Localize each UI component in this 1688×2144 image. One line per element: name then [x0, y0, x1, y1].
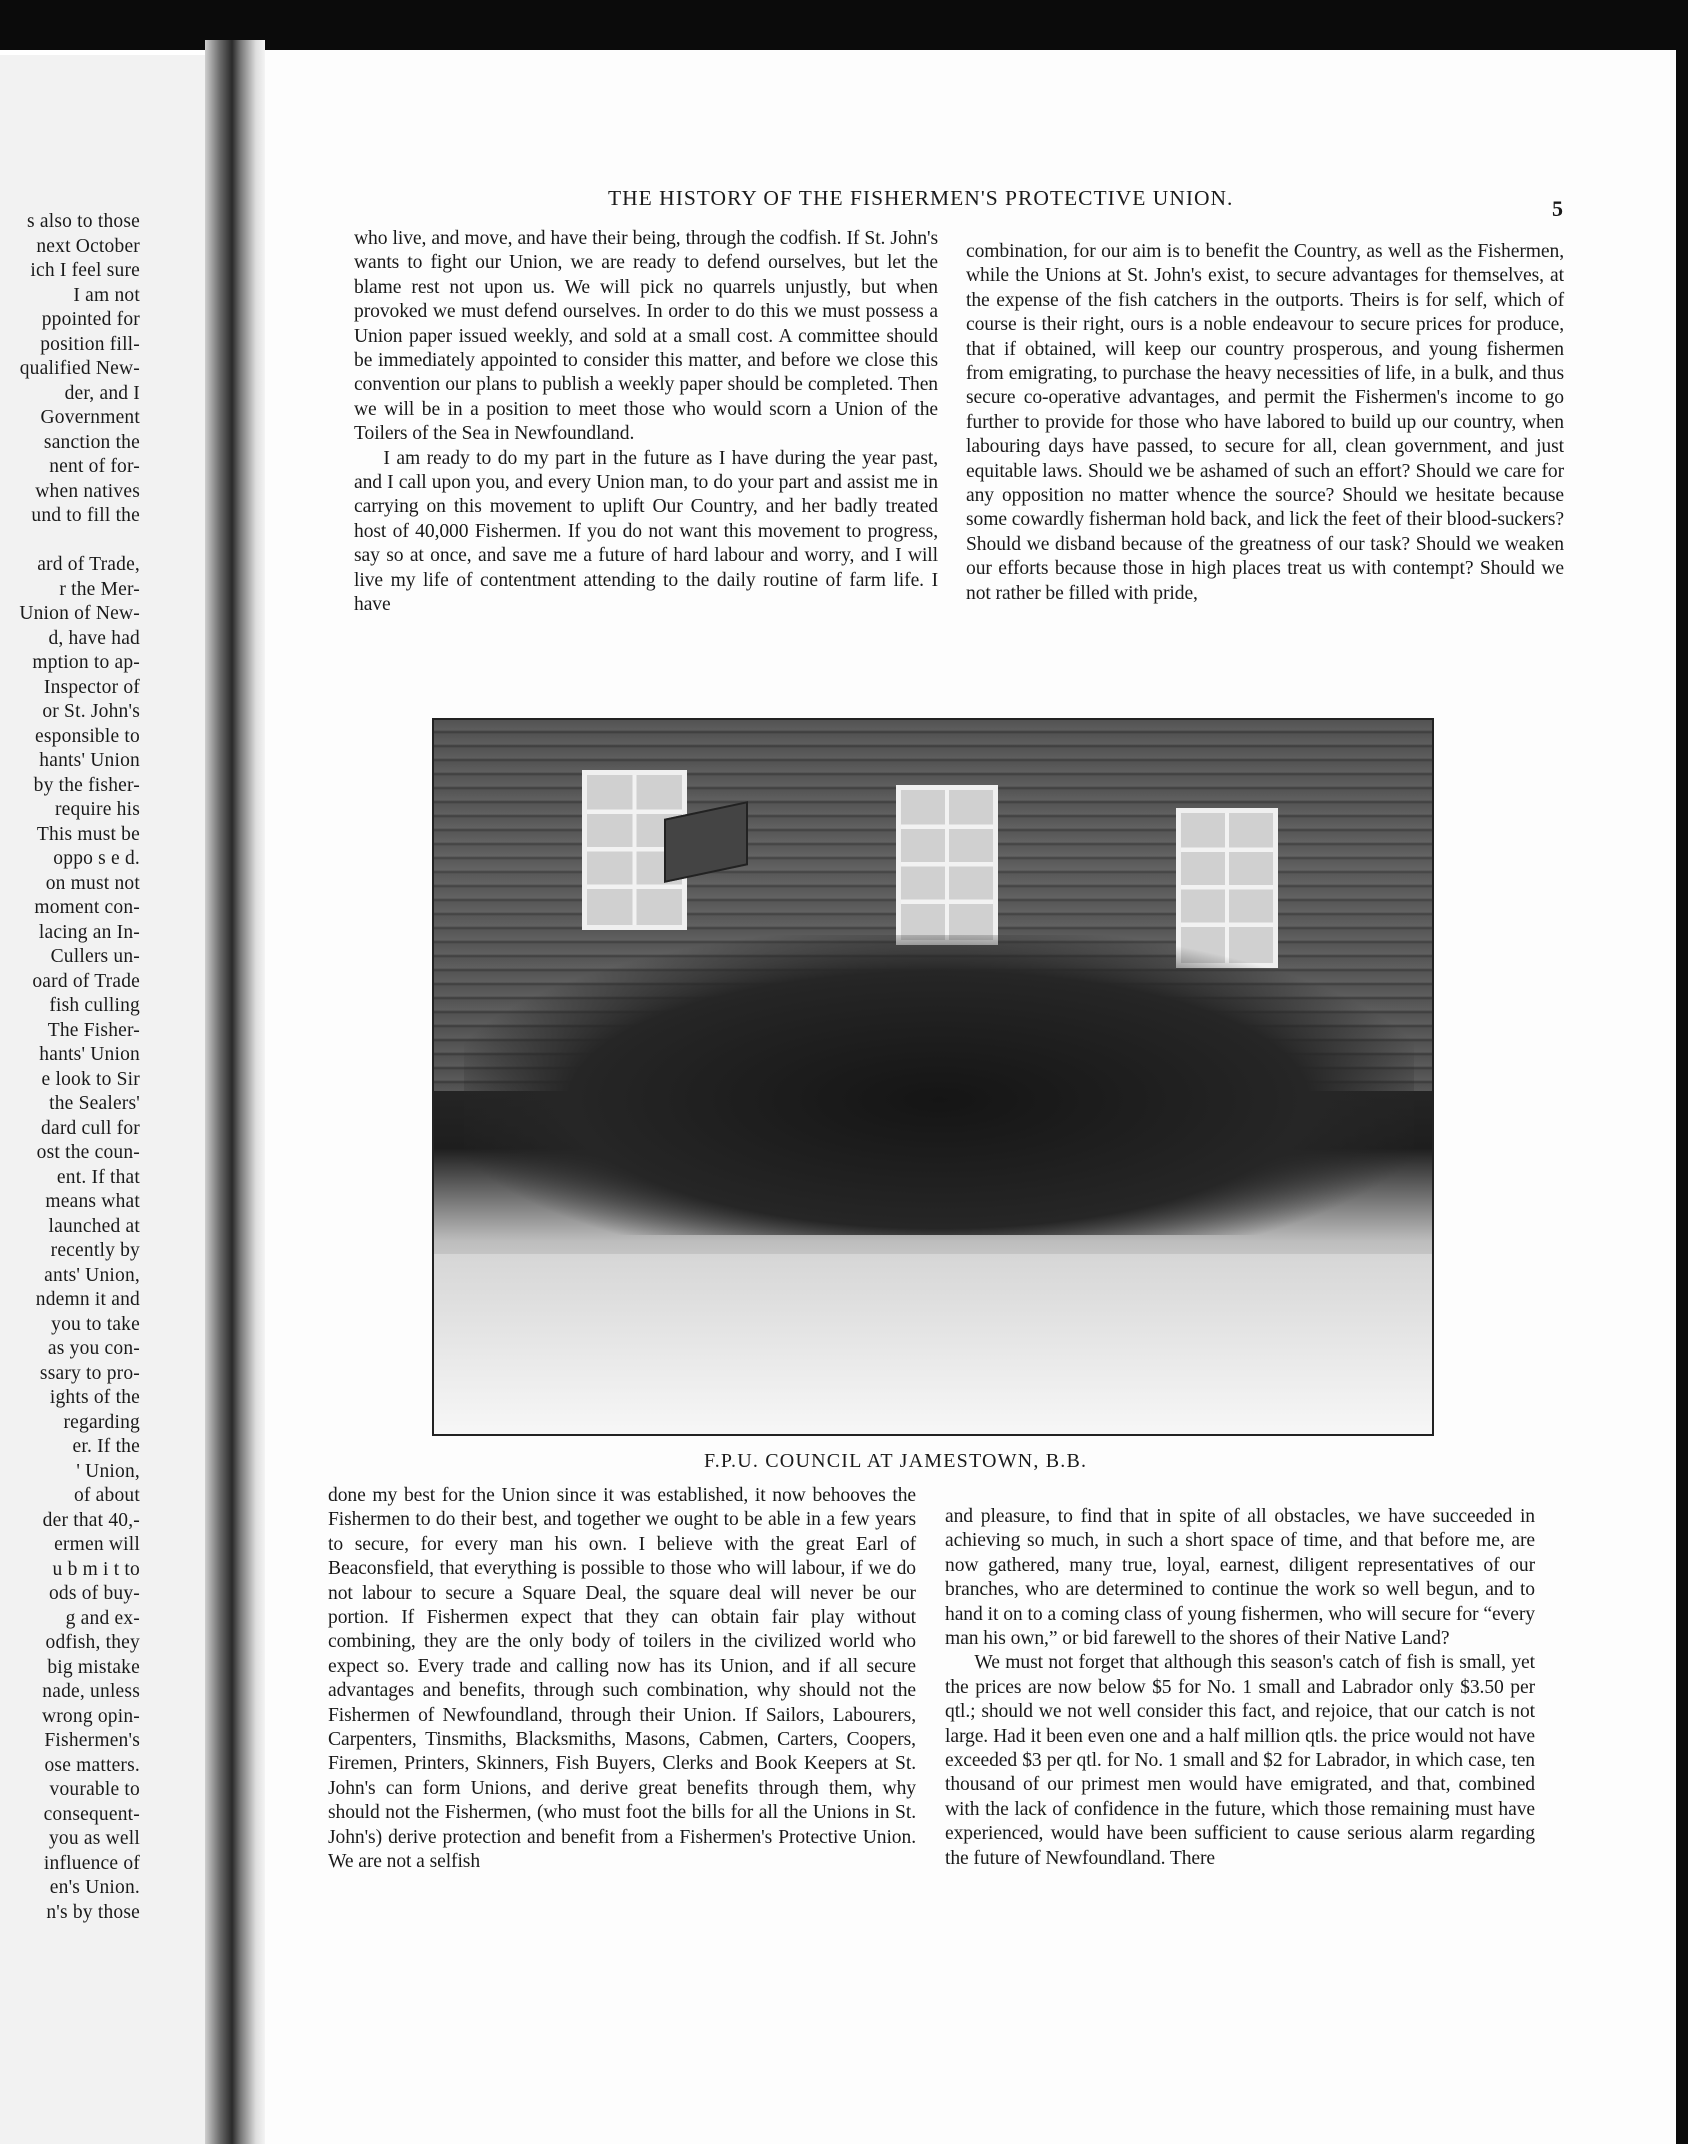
- facing-page-line: influence of: [43, 1852, 140, 1874]
- facing-page-line: ssary to pro-: [39, 1362, 140, 1384]
- facing-page-line: The Fisher-: [47, 1019, 140, 1041]
- facing-page-line: u b m i t to: [52, 1558, 140, 1580]
- facing-page-line: ent. If that: [56, 1166, 140, 1188]
- facing-page-line: launched at: [48, 1215, 140, 1237]
- column-bottom-left: [328, 1484, 916, 1875]
- facing-page-line: of about: [73, 1485, 140, 1506]
- facing-page-line: er. If the: [72, 1436, 140, 1457]
- crowd-of-people: [464, 935, 1414, 1235]
- facing-page-text-column: [0, 210, 140, 1925]
- page-number: 5: [1552, 196, 1563, 221]
- facing-page-line: Government: [40, 407, 140, 428]
- facing-page-line: ppointed for: [41, 309, 140, 330]
- paragraph: We must not forget that although this season's catch of fish is small, yet the prices are now below $5 for No. 1 small and Labrador only $3.50 per qtl.; should we not well consider this fact, and rejoice, that our catch is not large. Had it been even one and a half million qtls. the price would not have exceeded $3 per qtl. for No. 1 small and $2 for Labrador, in which case, ten thousand of our primest men would have emigrated, and that, combined with the lack of confidence in the future, which those remaining must have experienced, would have been sufficient to cause serious alarm regarding the future of Newfoundland. There: [945, 1652, 1535, 1869]
- facing-page-line: ermen will: [54, 1534, 140, 1555]
- facing-page-fragment: [0, 55, 205, 2144]
- facing-page-line: e look to Sir: [41, 1068, 140, 1090]
- facing-page-line: odfish, they: [45, 1632, 140, 1653]
- paragraph: I am ready to do my part in the future as I have during the year past, and I call upon you, and every Union man, to do your part and assist me in carrying on this movement to uplift Our Country, and her badly treated host of 40,000 Fishermen. If you do not want this movement to progress, say so at once, and save me a future of hard labour and worry, and I will live my life of contentment attending to the daily routine of farm life. I have: [354, 447, 938, 616]
- facing-page-line: ard of Trade,: [37, 554, 140, 575]
- facing-page-line: next October: [36, 235, 140, 257]
- facing-page-line: fish culling: [49, 995, 140, 1016]
- facing-page-line: moment con-: [34, 897, 140, 918]
- facing-page-line: when natives: [35, 480, 140, 502]
- facing-page-line: This must be: [36, 823, 140, 845]
- facing-page-line: ndemn it and: [35, 1289, 140, 1310]
- snow-ground: [434, 1254, 1432, 1434]
- facing-page-line: by the fisher-: [33, 774, 140, 796]
- facing-page-line: g and ex-: [65, 1607, 140, 1629]
- facing-page-line: as you con-: [47, 1338, 140, 1359]
- facing-page-line: esponsible to: [35, 725, 140, 747]
- facing-page-line: lacing an In-: [38, 921, 140, 943]
- facing-page-line: ose matters.: [44, 1754, 140, 1776]
- facing-page-line: ost the coun-: [36, 1142, 140, 1163]
- facing-page-line: means what: [45, 1191, 140, 1212]
- facing-page-line: the Sealers': [49, 1093, 140, 1114]
- facing-page-line: mption to ap-: [32, 652, 140, 673]
- facing-page-line: oard of Trade: [32, 970, 140, 992]
- column-top-right: [966, 240, 1564, 606]
- facing-page-line: r the Mer-: [59, 578, 140, 600]
- facing-page-line: sanction the: [43, 431, 140, 453]
- facing-page-line: Fishermen's: [44, 1730, 140, 1751]
- facing-page-line: Union of New-: [19, 603, 140, 624]
- facing-page-line: recently by: [50, 1240, 140, 1261]
- facing-page-line: you as well: [48, 1828, 140, 1849]
- facing-page-line: n's by those: [46, 1901, 140, 1923]
- facing-page-line: dard cull for: [41, 1117, 140, 1139]
- facing-page-line: qualified New-: [19, 358, 140, 379]
- facing-page-line: der that 40,-: [42, 1509, 140, 1531]
- group-photograph: [432, 718, 1434, 1436]
- facing-page-line: nent of for-: [49, 456, 140, 477]
- paragraph: combination, for our aim is to benefit the Country, as well as the Fishermen, while the Unions at St. John's exist, to secure advantages for themselves, at the expense of the fish catchers in the outports. Theirs is for self, which of course is their right, ours is a noble endeavour to secure prices for produce, that if obtained, will keep our country prosperous, and young fishermen from emigrating, to purchase the heavy necessities of life, in a bulk, and thus secure co-operative advantages, and permit the Fishermen's income to go further to provide for those who have labored to build up our country, when labouring days have passed, to secure for all, clean government, and just equitable laws. Should we be ashamed of such an effort? Should we care for any opposition no matter whence the source? Should we hesitate because some cowardly fisherman hold back, and lick the feet of their blood-suckers? Should we disband because of the greatness of our task? Should we weaken our efforts because those in high places treat us with contempt? Should we not rather be filled with pride,: [966, 241, 1564, 604]
- facing-page-line: hants' Union: [39, 750, 140, 771]
- facing-page-line: ' Union,: [76, 1460, 140, 1482]
- window: [896, 785, 998, 945]
- book-gutter: [205, 40, 265, 2144]
- facing-page-line: I am not: [73, 284, 140, 306]
- facing-page-line: wrong opin-: [41, 1705, 140, 1727]
- photo-caption: F.P.U. COUNCIL AT JAMESTOWN, B.B.: [704, 1450, 1088, 1472]
- facing-page-line: d, have had: [48, 627, 140, 649]
- facing-page-line: hants' Union: [39, 1044, 140, 1065]
- facing-page-line: nade, unless: [42, 1681, 140, 1702]
- scan-right-border: [1676, 0, 1688, 2144]
- facing-page-line: position fill-: [40, 333, 140, 355]
- facing-page-line: und to fill the: [31, 505, 140, 526]
- facing-page-line: s also to those: [27, 211, 140, 232]
- facing-page-line: consequent-: [43, 1803, 140, 1825]
- facing-page-line: big mistake: [47, 1656, 140, 1678]
- facing-page-line: on must not: [45, 872, 140, 894]
- paragraph: who live, and move, and have their being, through the codfish. If St. John's wants to fight our Union, we are ready to defend ourselves, but let the blame rest not upon us. We will pick no quarrels unjustly, but when provoked we must defend ourselves. In order to do this we must possess a Union paper issued weekly, and sold at a small cost. A committee should be immediately appointed to consider this matter, and before we close this convention our plans to publish a weekly paper should be completed. Then we will be in a position to meet those who would scorn a Union of the Toilers of the Sea in Newfoundland.: [354, 228, 938, 445]
- facing-page-line: require his: [54, 799, 140, 820]
- running-head: THE HISTORY OF THE FISHERMEN'S PROTECTIVE UNION.: [608, 186, 1234, 210]
- facing-page-line: oppo s e d.: [53, 848, 140, 869]
- facing-page-line: [0, 529, 140, 554]
- column-bottom-right: [945, 1505, 1535, 1871]
- facing-page-line: en's Union.: [49, 1877, 140, 1898]
- facing-page-line: Inspector of: [43, 676, 140, 698]
- paragraph: and pleasure, to find that in spite of all obstacles, we have succeeded in achieving so much, in such a short space of time, and that before me, are now gathered, many true, loyal, earnest, diligent representatives of our branches, who are determined to continue the work so well begun, and to hand it on to a coming class of young fishermen, who will secure for “every man his own,” or bid farewell to the shores of their Native Land?: [945, 1506, 1535, 1650]
- facing-page-line: Cullers un-: [50, 946, 140, 967]
- facing-page-line: ants' Union,: [44, 1264, 140, 1286]
- facing-page-line: der, and I: [64, 382, 140, 404]
- facing-page-line: or St. John's: [42, 701, 140, 722]
- facing-page-line: ods of buy-: [48, 1583, 140, 1604]
- facing-page-line: vourable to: [49, 1779, 140, 1800]
- column-top-left: [354, 227, 938, 618]
- facing-page-line: ights of the: [49, 1387, 140, 1408]
- facing-page-line: ich I feel sure: [30, 260, 140, 281]
- facing-page-line: regarding: [63, 1411, 140, 1433]
- facing-page-line: you to take: [51, 1313, 140, 1335]
- paragraph: done my best for the Union since it was established, it now behooves the Fishermen to do their best, and together we ought to be able in a few years to secure, for every man his own. I believe with the great Earl of Beaconsfield, that everything is possible to those who will labour, if we do not labour to secure a Square Deal, the square deal will never be our portion. If Fishermen expect that they can obtain fair play without combining, they are the only body of toilers in the civilized world who expect so. Every trade and calling now has its Union, and if all secure advantages and benefits, through such combination, why should not the Fishermen of Newfoundland, through their Union. If Sailors, Labourers, Carpenters, Tinsmiths, Blacksmiths, Masons, Cabmen, Carters, Coopers, Firemen, Printers, Skinners, Fish Buyers, Clerks and Book Keepers at St. John's can form Unions, and derive great benefits through them, why should not the Fishermen, (who must foot the bills for all the Unions in St. John's) derive protection and benefit from a Fishermen's Protective Union. We are not a selfish: [328, 1485, 916, 1873]
